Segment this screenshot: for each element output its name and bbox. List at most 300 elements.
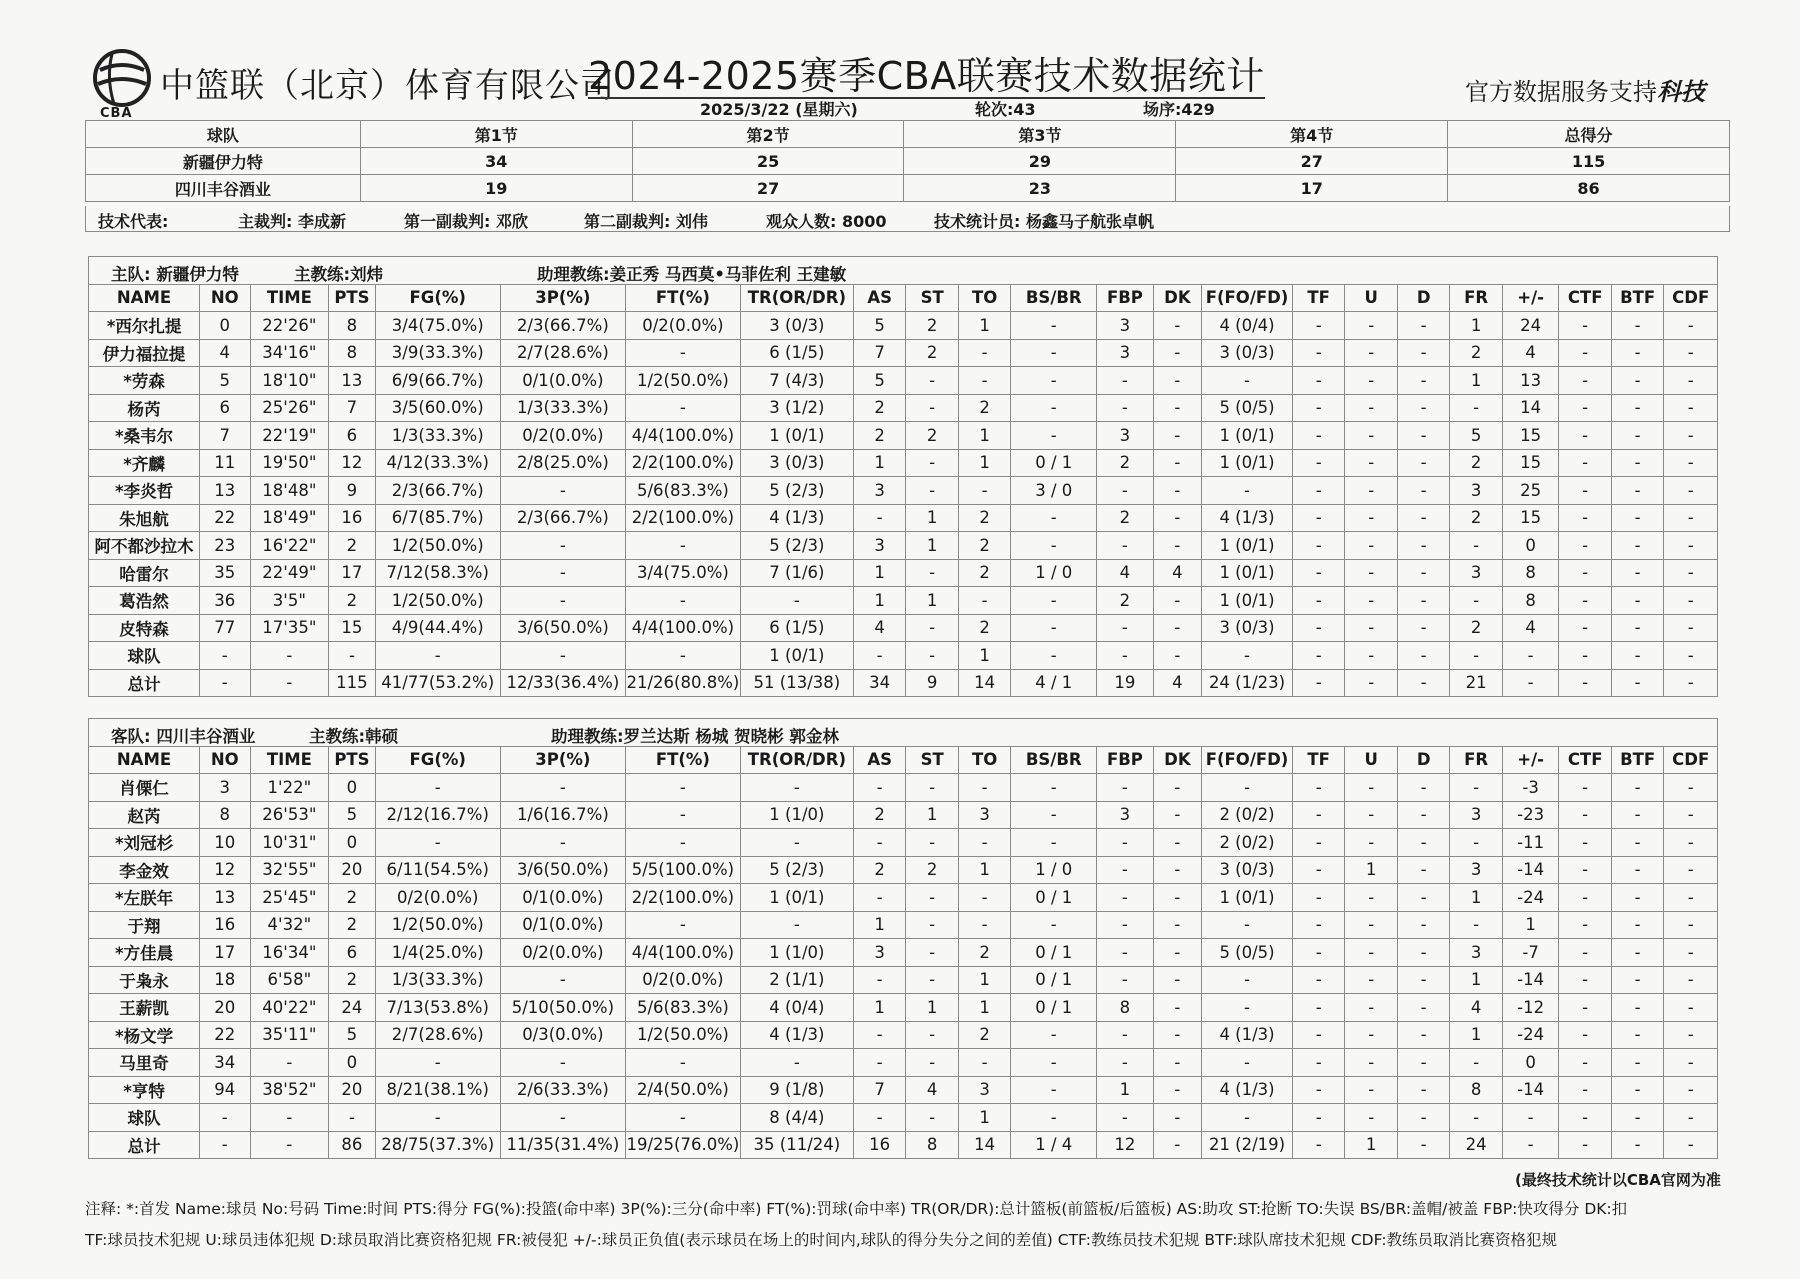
- stat-cell: -: [1559, 367, 1611, 395]
- stat-cell: 4: [1153, 559, 1201, 587]
- stat-cell: -: [1397, 642, 1449, 670]
- stat-cell: -: [1097, 1021, 1154, 1049]
- stat-cell: -: [1611, 1131, 1663, 1159]
- stat-cell: 2/2(100.0%): [625, 504, 740, 532]
- stat-cell: 1/2(50.0%): [375, 587, 500, 615]
- stat-cell: -: [1202, 911, 1293, 939]
- stat-cell: -: [250, 1104, 329, 1132]
- stat-cell: -: [1450, 911, 1502, 939]
- stat-cell: 0/2(0.0%): [625, 312, 740, 340]
- stat-cell: 24 (1/23): [1202, 669, 1293, 697]
- stat-cell: -: [1345, 339, 1397, 367]
- stat-cell: 13: [200, 884, 250, 912]
- stat-cell: -: [1097, 774, 1154, 802]
- stat-cell: -: [958, 477, 1010, 505]
- stat-cell: -: [1397, 774, 1449, 802]
- stat-cell: -: [1664, 422, 1718, 450]
- stat-cell: 4/12(33.3%): [375, 449, 500, 477]
- stat-cell: -: [1292, 1021, 1344, 1049]
- stat-cell: -24: [1502, 1021, 1559, 1049]
- stat-cell: 3/4(75.0%): [375, 312, 500, 340]
- stat-cell: -: [958, 884, 1010, 912]
- player-name: *杨文学: [89, 1021, 200, 1049]
- stat-cell: 6: [329, 939, 375, 967]
- stat-cell: 1: [958, 966, 1010, 994]
- stat-cell: 1: [958, 422, 1010, 450]
- stat-cell: -: [1502, 1104, 1559, 1132]
- stat-cell: -: [1202, 367, 1293, 395]
- stat-cell: -: [1011, 312, 1097, 340]
- stat-cell: 1 / 0: [1011, 856, 1097, 884]
- home-player-row: [89, 394, 1718, 422]
- player-name: 球队: [89, 642, 200, 670]
- stat-cell: -: [1011, 911, 1097, 939]
- stat-cell: -: [853, 829, 905, 857]
- player-name: 朱旭航: [89, 504, 200, 532]
- column-header: U: [1345, 284, 1397, 312]
- stat-cell: 7/13(53.8%): [375, 994, 500, 1022]
- stat-cell: 22'26": [250, 312, 329, 340]
- stat-cell: 6 (1/5): [740, 614, 853, 642]
- stat-cell: 0: [1502, 532, 1559, 560]
- stat-cell: -: [329, 1104, 375, 1132]
- stat-cell: 3: [958, 801, 1010, 829]
- stat-cell: 6 (1/5): [740, 339, 853, 367]
- stat-cell: -: [1153, 614, 1201, 642]
- column-header: TR(OR/DR): [740, 746, 853, 774]
- column-header: BS/BR: [1011, 284, 1097, 312]
- stat-cell: 1 (0/1): [1202, 587, 1293, 615]
- stat-cell: 1/3(33.3%): [500, 394, 625, 422]
- stat-cell: -: [1097, 642, 1154, 670]
- stat-cell: -: [1292, 801, 1344, 829]
- stat-cell: -: [1611, 911, 1663, 939]
- stat-cell: -: [1397, 829, 1449, 857]
- stat-cell: 2 (1/1): [740, 966, 853, 994]
- stat-cell: -: [625, 532, 740, 560]
- stat-cell: -: [1664, 884, 1718, 912]
- match-round: 轮次:43: [975, 100, 1036, 119]
- home-column-header-row: [89, 284, 1718, 312]
- stat-cell: 21 (2/19): [1202, 1131, 1293, 1159]
- player-name: *刘冠杉: [89, 829, 200, 857]
- stat-cell: -: [1397, 801, 1449, 829]
- stat-cell: -: [1450, 829, 1502, 857]
- stat-cell: -: [1011, 339, 1097, 367]
- legend-line-2: TF:球员技术犯规 U:球员违体犯规 D:球员取消比赛资格犯规 FR:被侵犯 +/-:球员正负值(表示球员在场上的时间内,球队的得分失分之间的差值) CTF:教练员技术犯规 BTF:球队席技术犯规 CDF:教练员取消比赛资格犯规: [85, 1231, 1558, 1249]
- column-header: ST: [906, 746, 958, 774]
- stat-cell: -: [1611, 1104, 1663, 1132]
- stat-cell: -: [1559, 642, 1611, 670]
- stat-cell: -: [853, 1021, 905, 1049]
- stat-cell: -: [958, 829, 1010, 857]
- stat-cell: -: [906, 1049, 958, 1077]
- stat-cell: 1/3(33.3%): [375, 966, 500, 994]
- player-name: 于翔: [89, 911, 200, 939]
- stat-cell: -: [1153, 394, 1201, 422]
- player-name: 皮特森: [89, 614, 200, 642]
- stat-cell: -: [1397, 587, 1449, 615]
- stat-cell: -: [1345, 774, 1397, 802]
- stat-cell: 3/6(50.0%): [500, 856, 625, 884]
- stat-cell: -: [1153, 587, 1201, 615]
- column-header: TF: [1292, 746, 1344, 774]
- stat-cell: 1/6(16.7%): [500, 801, 625, 829]
- stat-cell: 2/3(66.7%): [375, 477, 500, 505]
- cba-logo-icon: [92, 48, 152, 108]
- stat-cell: -: [1611, 339, 1663, 367]
- quarter-cell: 新疆伊力特: [86, 148, 361, 175]
- stat-cell: -: [1153, 339, 1201, 367]
- stat-cell: -: [1611, 669, 1663, 697]
- stat-cell: -: [1611, 504, 1663, 532]
- stat-cell: -: [1559, 449, 1611, 477]
- stat-cell: -: [1202, 994, 1293, 1022]
- stat-cell: 24: [329, 994, 375, 1022]
- stat-cell: -: [1153, 856, 1201, 884]
- column-header: FR: [1450, 284, 1502, 312]
- column-header: FBP: [1097, 746, 1154, 774]
- stat-cell: -: [1011, 614, 1097, 642]
- stat-cell: 1: [906, 532, 958, 560]
- quarter-header-cell: 第1节: [360, 121, 632, 148]
- column-header: AS: [853, 284, 905, 312]
- stat-cell: -: [1011, 1049, 1097, 1077]
- stat-cell: 12: [329, 449, 375, 477]
- stat-cell: -: [1011, 642, 1097, 670]
- stat-cell: 22: [200, 504, 250, 532]
- stat-cell: -: [1664, 939, 1718, 967]
- away-section-header: [89, 719, 1718, 747]
- stat-cell: 4: [1153, 669, 1201, 697]
- stat-cell: 12: [200, 856, 250, 884]
- stat-cell: -: [1397, 856, 1449, 884]
- stat-cell: 34'16": [250, 339, 329, 367]
- player-name: *西尔扎提: [89, 312, 200, 340]
- stat-cell: -: [1397, 559, 1449, 587]
- stat-cell: -: [1202, 1049, 1293, 1077]
- stat-cell: 35: [200, 559, 250, 587]
- quarter-score-table: [85, 120, 1730, 202]
- final-note: (最终技术统计以CBA官网为准: [1515, 1171, 1721, 1189]
- column-header: FG(%): [375, 284, 500, 312]
- away-player-row: [89, 966, 1718, 994]
- column-header: DK: [1153, 746, 1201, 774]
- stat-cell: -: [1153, 939, 1201, 967]
- umpire-1: 第一副裁判: 邓欣: [404, 212, 528, 231]
- stat-cell: 16'34": [250, 939, 329, 967]
- stat-cell: -: [625, 829, 740, 857]
- stat-cell: -: [250, 1131, 329, 1159]
- stat-cell: 2/7(28.6%): [375, 1021, 500, 1049]
- stat-cell: -: [1011, 774, 1097, 802]
- away-player-row: [89, 994, 1718, 1022]
- stat-cell: 16: [853, 1131, 905, 1159]
- stat-cell: 16'22": [250, 532, 329, 560]
- stat-cell: -: [1011, 1021, 1097, 1049]
- stat-cell: 5/10(50.0%): [500, 994, 625, 1022]
- stat-cell: 6: [329, 422, 375, 450]
- stat-cell: -: [1345, 939, 1397, 967]
- stat-cell: 4/4(100.0%): [625, 422, 740, 450]
- stat-cell: -: [1292, 614, 1344, 642]
- stat-cell: 1 (0/1): [740, 422, 853, 450]
- stat-cell: 1: [906, 587, 958, 615]
- stat-cell: -: [1397, 884, 1449, 912]
- stat-cell: 5: [853, 312, 905, 340]
- stat-cell: 1/3(33.3%): [375, 422, 500, 450]
- stat-cell: 0/1(0.0%): [500, 367, 625, 395]
- stat-cell: 7/12(58.3%): [375, 559, 500, 587]
- stat-cell: 8: [1097, 994, 1154, 1022]
- stat-cell: -: [1611, 532, 1663, 560]
- stat-cell: -: [1397, 1076, 1449, 1104]
- stat-cell: -: [200, 669, 250, 697]
- stat-cell: 1/2(50.0%): [625, 1021, 740, 1049]
- stat-cell: 3: [1450, 856, 1502, 884]
- away-team-label: 客队: 四川丰谷酒业: [111, 727, 256, 746]
- logo-caption: CBA: [100, 106, 133, 121]
- stat-cell: -: [906, 394, 958, 422]
- stat-cell: 8: [1502, 587, 1559, 615]
- player-name: 王薪凯: [89, 994, 200, 1022]
- away-player-row: [89, 884, 1718, 912]
- stat-cell: -: [1153, 1131, 1201, 1159]
- stat-cell: -: [1345, 642, 1397, 670]
- column-header: NO: [200, 284, 250, 312]
- stat-cell: -: [1611, 801, 1663, 829]
- stat-cell: 0 / 1: [1011, 994, 1097, 1022]
- stat-cell: -: [1664, 312, 1718, 340]
- stat-cell: -: [1097, 1049, 1154, 1077]
- stat-cell: 0 / 1: [1011, 966, 1097, 994]
- home-player-row: [89, 339, 1718, 367]
- stat-cell: -: [375, 642, 500, 670]
- stat-cell: 3 (0/3): [740, 449, 853, 477]
- away-player-row: [89, 1021, 1718, 1049]
- stat-cell: 13: [329, 367, 375, 395]
- column-header: FT(%): [625, 746, 740, 774]
- stat-cell: -: [906, 939, 958, 967]
- tech-rep: 技术代表:: [98, 212, 169, 231]
- stat-cell: 6/7(85.7%): [375, 504, 500, 532]
- stat-cell: 4/4(100.0%): [625, 939, 740, 967]
- stat-cell: -: [740, 774, 853, 802]
- stat-cell: 4 (1/3): [740, 504, 853, 532]
- away-column-header-row: [89, 746, 1718, 774]
- stat-cell: -: [375, 1049, 500, 1077]
- stat-cell: -: [1664, 1104, 1718, 1132]
- stat-cell: 0: [200, 312, 250, 340]
- stat-cell: 2: [853, 801, 905, 829]
- stat-cell: -: [1397, 1049, 1449, 1077]
- stat-cell: 1: [958, 642, 1010, 670]
- column-header: F(FO/FD): [1202, 284, 1293, 312]
- stat-cell: -: [1664, 614, 1718, 642]
- stat-cell: 3 (0/3): [1202, 339, 1293, 367]
- column-header: TIME: [250, 746, 329, 774]
- stat-cell: -: [625, 801, 740, 829]
- stat-cell: -: [1292, 884, 1344, 912]
- stat-cell: -: [1664, 532, 1718, 560]
- stat-cell: -: [1397, 994, 1449, 1022]
- player-name: 哈雷尔: [89, 559, 200, 587]
- stat-cell: -: [1559, 504, 1611, 532]
- stat-cell: 0/2(0.0%): [500, 422, 625, 450]
- stat-cell: -: [1664, 449, 1718, 477]
- stat-cell: 38'52": [250, 1076, 329, 1104]
- stat-cell: 4/4(100.0%): [625, 614, 740, 642]
- stat-cell: -: [1011, 1076, 1097, 1104]
- stat-cell: 4: [1502, 614, 1559, 642]
- stat-cell: -: [1450, 1104, 1502, 1132]
- stat-cell: -: [1450, 774, 1502, 802]
- column-header: BTF: [1611, 284, 1663, 312]
- stat-cell: 2: [958, 559, 1010, 587]
- quarter-cell: 19: [360, 175, 632, 202]
- home-player-row: [89, 312, 1718, 340]
- stat-cell: -: [1664, 559, 1718, 587]
- stat-cell: -: [1664, 911, 1718, 939]
- stat-cell: -: [740, 587, 853, 615]
- player-name: *左朕年: [89, 884, 200, 912]
- stat-cell: -: [1292, 449, 1344, 477]
- stat-cell: -: [1611, 939, 1663, 967]
- stat-cell: -: [1011, 367, 1097, 395]
- stat-cell: -: [1292, 939, 1344, 967]
- stat-cell: 2/4(50.0%): [625, 1076, 740, 1104]
- stat-cell: -: [1397, 477, 1449, 505]
- stat-cell: 0/3(0.0%): [500, 1021, 625, 1049]
- stat-cell: -: [1664, 1076, 1718, 1104]
- stat-cell: -: [1292, 829, 1344, 857]
- stat-cell: 3 (0/3): [1202, 614, 1293, 642]
- stat-cell: -: [1664, 394, 1718, 422]
- stat-cell: 5 (0/5): [1202, 394, 1293, 422]
- stat-cell: -: [500, 1104, 625, 1132]
- stat-cell: -: [1345, 1076, 1397, 1104]
- stat-cell: -: [1345, 504, 1397, 532]
- stat-cell: -: [1559, 911, 1611, 939]
- quarter-cell: 27: [632, 175, 904, 202]
- stat-cell: 18: [200, 966, 250, 994]
- stat-cell: -11: [1502, 829, 1559, 857]
- stat-cell: 2: [853, 422, 905, 450]
- stat-cell: -: [740, 911, 853, 939]
- stat-cell: -: [1664, 1049, 1718, 1077]
- stat-cell: 3: [1450, 559, 1502, 587]
- stat-cell: -: [1559, 559, 1611, 587]
- stat-cell: 22: [200, 1021, 250, 1049]
- stat-cell: -: [906, 774, 958, 802]
- stat-cell: -: [1397, 532, 1449, 560]
- stat-cell: -: [906, 614, 958, 642]
- stat-cell: 2: [1450, 614, 1502, 642]
- stat-cell: -: [1345, 312, 1397, 340]
- stat-cell: -: [1397, 1131, 1449, 1159]
- stat-cell: 3/6(50.0%): [500, 614, 625, 642]
- column-header: 3P(%): [500, 284, 625, 312]
- stat-cell: -: [1559, 1104, 1611, 1132]
- stat-cell: -: [906, 367, 958, 395]
- column-header: CTF: [1559, 284, 1611, 312]
- stat-cell: 2: [329, 884, 375, 912]
- stat-cell: 1 (0/1): [740, 642, 853, 670]
- stat-cell: -: [1097, 532, 1154, 560]
- stat-cell: -: [1611, 1049, 1663, 1077]
- stat-cell: -: [1611, 422, 1663, 450]
- stat-cell: -: [1153, 449, 1201, 477]
- home-team-label: 主队: 新疆伊力特: [111, 265, 239, 284]
- player-name: 马里奇: [89, 1049, 200, 1077]
- away-player-row: [89, 1104, 1718, 1132]
- stat-cell: -: [1397, 966, 1449, 994]
- stat-cell: -: [1292, 911, 1344, 939]
- stat-cell: 4'32": [250, 911, 329, 939]
- stat-cell: -: [1611, 829, 1663, 857]
- stat-cell: 18'10": [250, 367, 329, 395]
- stat-cell: -: [1664, 477, 1718, 505]
- away-coach: 主教练:韩硕: [309, 727, 399, 746]
- stat-cell: -: [250, 642, 329, 670]
- column-header: CDF: [1664, 746, 1718, 774]
- stat-cell: 1: [1450, 367, 1502, 395]
- stat-cell: -: [500, 642, 625, 670]
- stat-cell: -: [1153, 994, 1201, 1022]
- stat-cell: 2/6(33.3%): [500, 1076, 625, 1104]
- quarter-team-row: [86, 148, 1730, 175]
- stat-cell: 0/1(0.0%): [500, 911, 625, 939]
- stat-cell: -: [1345, 801, 1397, 829]
- stat-cell: 3 / 0: [1011, 477, 1097, 505]
- away-player-row: [89, 1049, 1718, 1077]
- stat-cell: 2/3(66.7%): [500, 504, 625, 532]
- stat-cell: -: [1397, 1104, 1449, 1132]
- stat-cell: 36: [200, 587, 250, 615]
- stat-cell: 4 / 1: [1011, 669, 1097, 697]
- stat-cell: 2: [958, 394, 1010, 422]
- stat-cell: 3: [853, 477, 905, 505]
- stat-cell: -: [1397, 504, 1449, 532]
- stat-cell: 8/21(38.1%): [375, 1076, 500, 1104]
- stat-cell: -: [853, 504, 905, 532]
- stat-cell: -: [1011, 587, 1097, 615]
- stat-cell: 4: [853, 614, 905, 642]
- stat-cell: 4 (1/3): [1202, 504, 1293, 532]
- stat-cell: -: [1011, 532, 1097, 560]
- stat-cell: -: [625, 642, 740, 670]
- stat-cell: 1 (0/1): [1202, 422, 1293, 450]
- stat-cell: -: [1202, 642, 1293, 670]
- stat-cell: 2: [329, 532, 375, 560]
- stat-cell: 0/2(0.0%): [500, 939, 625, 967]
- stat-cell: -: [1011, 422, 1097, 450]
- column-header: F(FO/FD): [1202, 746, 1293, 774]
- stat-cell: 4 (0/4): [1202, 312, 1293, 340]
- stat-cell: -: [1097, 394, 1154, 422]
- stat-cell: 3 (0/3): [1202, 856, 1293, 884]
- stat-cell: -14: [1502, 966, 1559, 994]
- stat-cell: 2: [329, 587, 375, 615]
- stat-cell: -: [1292, 1131, 1344, 1159]
- stat-cell: -: [1345, 911, 1397, 939]
- home-player-row: [89, 587, 1718, 615]
- stat-cell: -: [1097, 966, 1154, 994]
- stat-cell: 2: [958, 1021, 1010, 1049]
- stat-cell: -: [1097, 614, 1154, 642]
- player-name: 杨芮: [89, 394, 200, 422]
- home-player-row: [89, 449, 1718, 477]
